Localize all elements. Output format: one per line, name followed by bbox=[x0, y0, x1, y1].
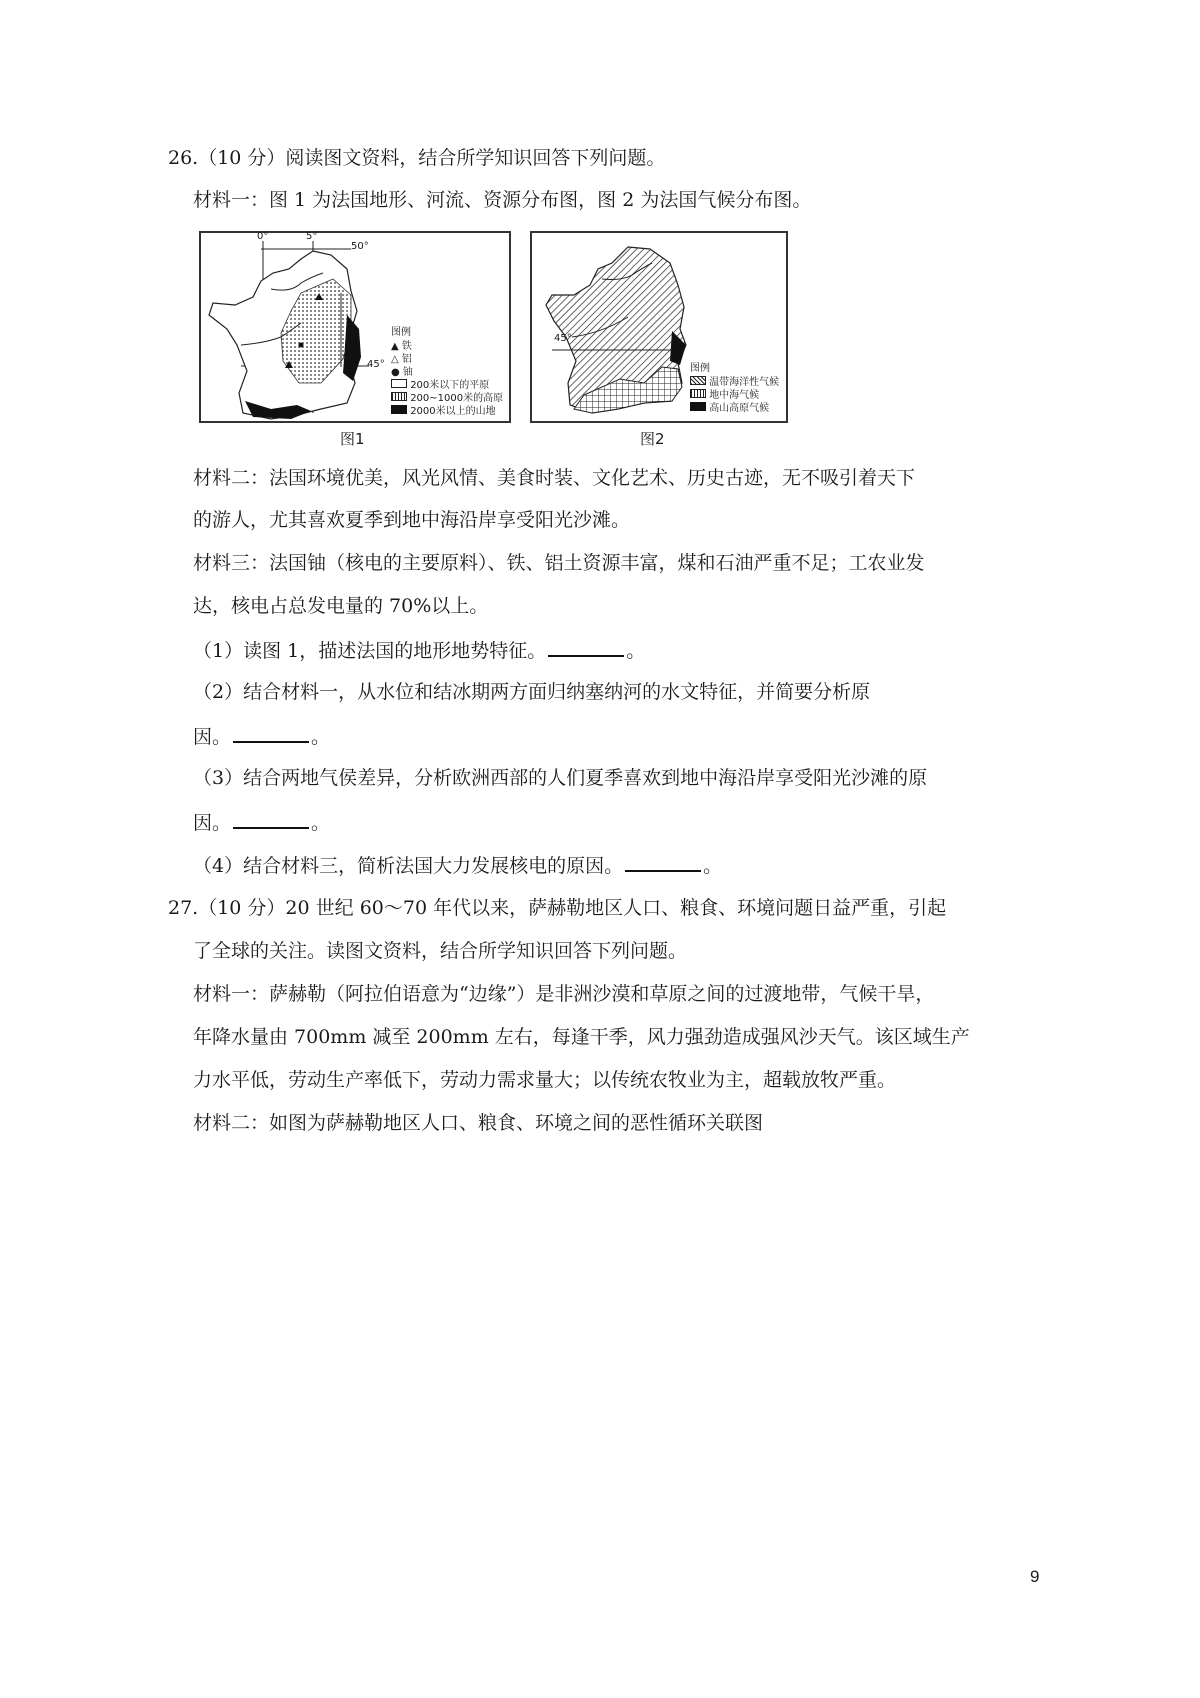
fig2-legend-maritime: 温带海洋性气候 bbox=[690, 376, 784, 389]
fig2-legend-mediterranean: 地中海气候 bbox=[690, 389, 784, 402]
fig1-legend-mountain: 2000米以上的山地 bbox=[391, 405, 507, 418]
q26-material-2-line-2: 的游人，尤其喜欢夏季到地中海沿岸享受阳光沙滩。 bbox=[193, 509, 631, 531]
fig1-legend-uranium: ● 铀 bbox=[391, 367, 413, 378]
q27-material-1-line-1: 材料一：萨赫勒（阿拉伯语意为“边缘”）是非洲沙漠和草原之间的过渡地带，气候干旱， bbox=[193, 983, 935, 1005]
mountain-swatch-icon bbox=[391, 405, 407, 414]
page-number: 9 bbox=[1030, 1567, 1040, 1586]
fig2-legend-highland: 高山高原气候 bbox=[690, 402, 784, 415]
fig2-legend bbox=[690, 359, 784, 415]
answer-blank[interactable] bbox=[548, 637, 624, 657]
answer-blank[interactable] bbox=[233, 809, 309, 829]
plain-swatch-icon bbox=[391, 379, 407, 388]
answer-blank[interactable] bbox=[233, 723, 309, 743]
q26-material-2-line-1: 材料二：法国环境优美，风光风情、美食时装、文化艺术、历史古迹，无不吸引着天下 bbox=[193, 467, 916, 489]
fig1-legend-title: 图例 bbox=[391, 327, 411, 338]
fig2-caption: 图2 bbox=[640, 430, 665, 448]
fig1-legend bbox=[391, 323, 507, 418]
q26-material-3-line-1: 材料三：法国铀（核电的主要原料）、铁、铝土资源丰富，煤和石油严重不足；工农业发 bbox=[193, 552, 925, 574]
answer-blank[interactable] bbox=[625, 852, 701, 872]
q27-material-2: 材料二：如图为萨赫勒地区人口、粮食、环境之间的恶性循环关联图 bbox=[193, 1112, 764, 1134]
q26-sub-2-line-2: 因。 。 bbox=[193, 723, 330, 749]
fig1-caption: 图1 bbox=[340, 430, 365, 448]
q26-sub-4: （4）结合材料三，简析法国大力发展核电的原因。 。 bbox=[193, 852, 722, 878]
q26-sub-2-line-1: （2）结合材料一，从水位和结冰期两方面归纳塞纳河的水文特征，并简要分析原 bbox=[193, 681, 871, 703]
q26-sub-1: （1）读图 1，描述法国的地形地势特征。 。 bbox=[193, 637, 645, 663]
fig2-lat-45: 45° bbox=[554, 333, 572, 344]
fig1-legend-aluminium: △ 铝 bbox=[391, 354, 412, 365]
fig1-legend-iron: ▲ 铁 bbox=[391, 341, 412, 352]
figure-2-france-climate-map bbox=[530, 231, 788, 423]
fig1-legend-plateau: 200~1000米的高原 bbox=[391, 392, 507, 405]
maritime-swatch-icon bbox=[690, 376, 706, 385]
q27-stem-line-2: 了全球的关注。读图文资料，结合所学知识回答下列问题。 bbox=[193, 940, 688, 962]
figure-1-france-terrain-map bbox=[199, 231, 511, 423]
q27-stem-line-1: 27.（10 分）20 世纪 60～70 年代以来，萨赫勒地区人口、粮食、环境问题日益严重，引起 bbox=[168, 897, 947, 919]
circle-icon: ● bbox=[391, 367, 400, 378]
fig1-legend-plain: 200米以下的平原 bbox=[391, 379, 507, 392]
fig1-lat-45: 45° bbox=[367, 359, 385, 370]
fig1-lon-0: 0° bbox=[257, 231, 269, 242]
q26-material-3-line-2: 达，核电占总发电量的 70%以上。 bbox=[193, 595, 489, 617]
mediterranean-swatch-icon bbox=[690, 389, 706, 398]
fig2-legend-title: 图例 bbox=[690, 363, 710, 374]
q26-stem: 26.（10 分）阅读图文资料，结合所学知识回答下列问题。 bbox=[168, 147, 666, 169]
triangle-icon: ▲ bbox=[391, 341, 399, 352]
plateau-swatch-icon bbox=[391, 392, 407, 401]
triangle-outline-icon: △ bbox=[391, 354, 399, 365]
q26-sub-3-line-1: （3）结合两地气侯差异，分析欧洲西部的人们夏季喜欢到地中海沿岸享受阳光沙滩的原 bbox=[193, 767, 928, 789]
q27-material-1-line-2: 年降水量由 700mm 减至 200mm 左右，每逢干季，风力强劲造成强风沙天气。该区域生产 bbox=[193, 1026, 970, 1048]
fig1-lat-50: 50° bbox=[351, 241, 369, 252]
highland-swatch-icon bbox=[690, 402, 706, 411]
fig1-lon-5: 5° bbox=[306, 231, 318, 242]
q27-material-1-line-3: 力水平低，劳动生产率低下，劳动力需求量大；以传统农牧业为主，超载放牧严重。 bbox=[193, 1069, 897, 1091]
q26-sub-3-line-2: 因。 。 bbox=[193, 809, 330, 835]
q26-material-1: 材料一：图 1 为法国地形、河流、资源分布图，图 2 为法国气候分布图。 bbox=[193, 189, 812, 211]
